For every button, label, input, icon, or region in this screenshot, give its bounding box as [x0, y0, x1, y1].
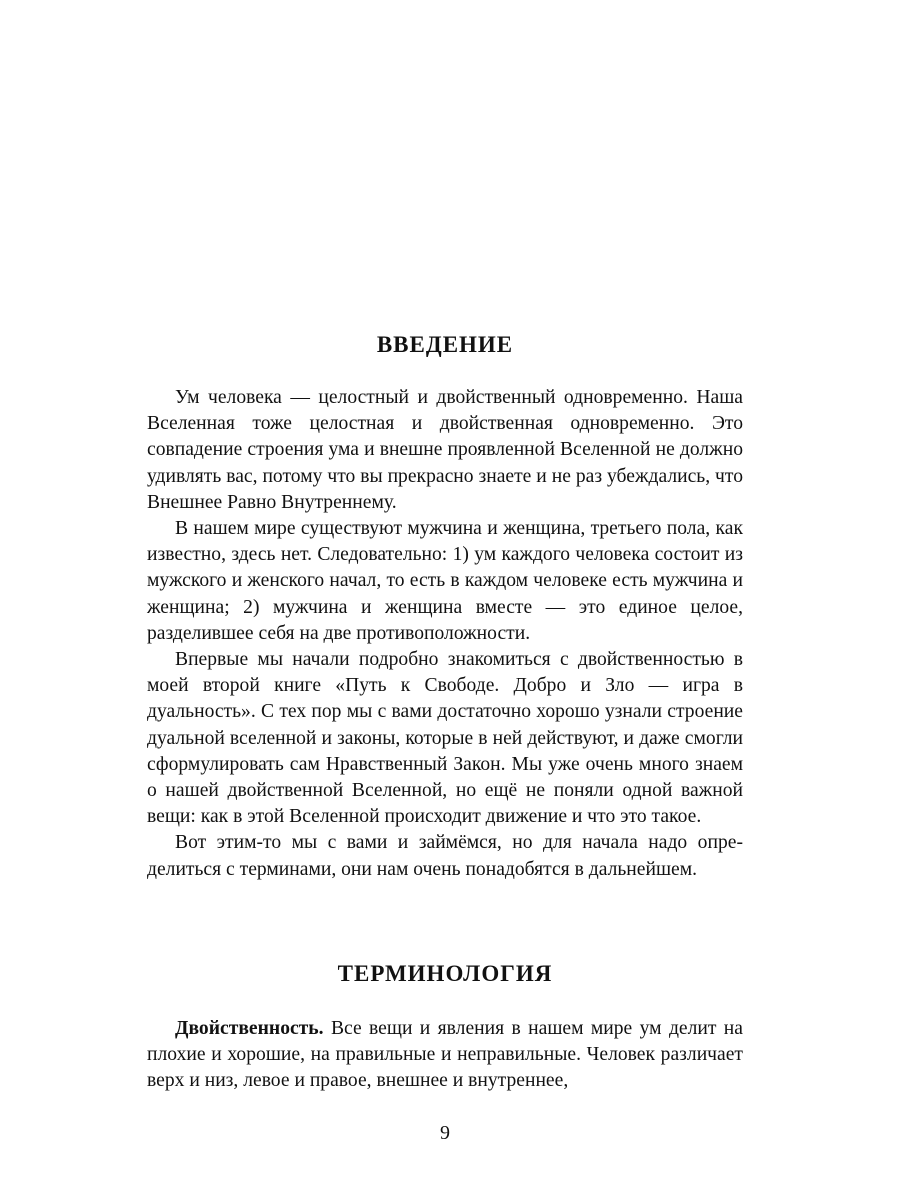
paragraph: Впервые мы начали подробно знакомиться с двойственностью в моей второй книге «Путь к Свободе. Добро и Зло — игра в дуальность». С тех пор мы с вами достаточно хорошо узнали строение дуальной вселенной и законы, которые в ней действуют, и даже смогли сформулировать сам Нравственный Закон. Мы уже очень много знаем о нашей двойственной Вселенной, но ещё не поняли одной важной вещи: как в этой Вселенной происходит движение и что это такое. [147, 649, 743, 828]
term-definition [147, 1016, 743, 1095]
page-number: 9 [440, 1122, 450, 1144]
terminology-body [147, 1016, 743, 1095]
introduction-body [147, 385, 743, 883]
section-title-introduction: ВВЕДЕНИЕ [376, 332, 514, 357]
section-title-terminology: ТЕРМИНОЛОГИЯ [337, 961, 553, 986]
paragraph: Ум человека — целостный и двойственный одновременно. Наша Вселенная тоже целостная и двойственная одновременно. Это совпадение строения ума и внешне проявленной Вселенной не должно удивлять вас, потому что вы прекрасно знаете и не раз убеждались, что Внешнее Равно Внутреннему. [147, 387, 743, 513]
term-label: Двойственность. [175, 1018, 324, 1039]
paragraph: Вот этим-то мы с вами и займёмся, но для начала надо определиться с терминами, они нам очень понадобятся в дальнейшем. [147, 832, 743, 880]
paragraph: В нашем мире существуют мужчина и женщина, третьего пола, как известно, здесь нет. Следовательно: 1) ум каждого человека состоит из мужского и женского начал, то есть в каждом человеке есть мужчина и женщина; 2) мужчина и женщина вместе — это единое целое, разделившее себя на две противоположности. [147, 518, 743, 644]
term-text: Все вещи и явления в нашем мире ум делит на плохие и хорошие, на правильные и неправильные. Человек различает верх и низ, левое и правое, внешнее и внутреннее, [147, 1018, 743, 1092]
book-page [147, 0, 743, 1200]
